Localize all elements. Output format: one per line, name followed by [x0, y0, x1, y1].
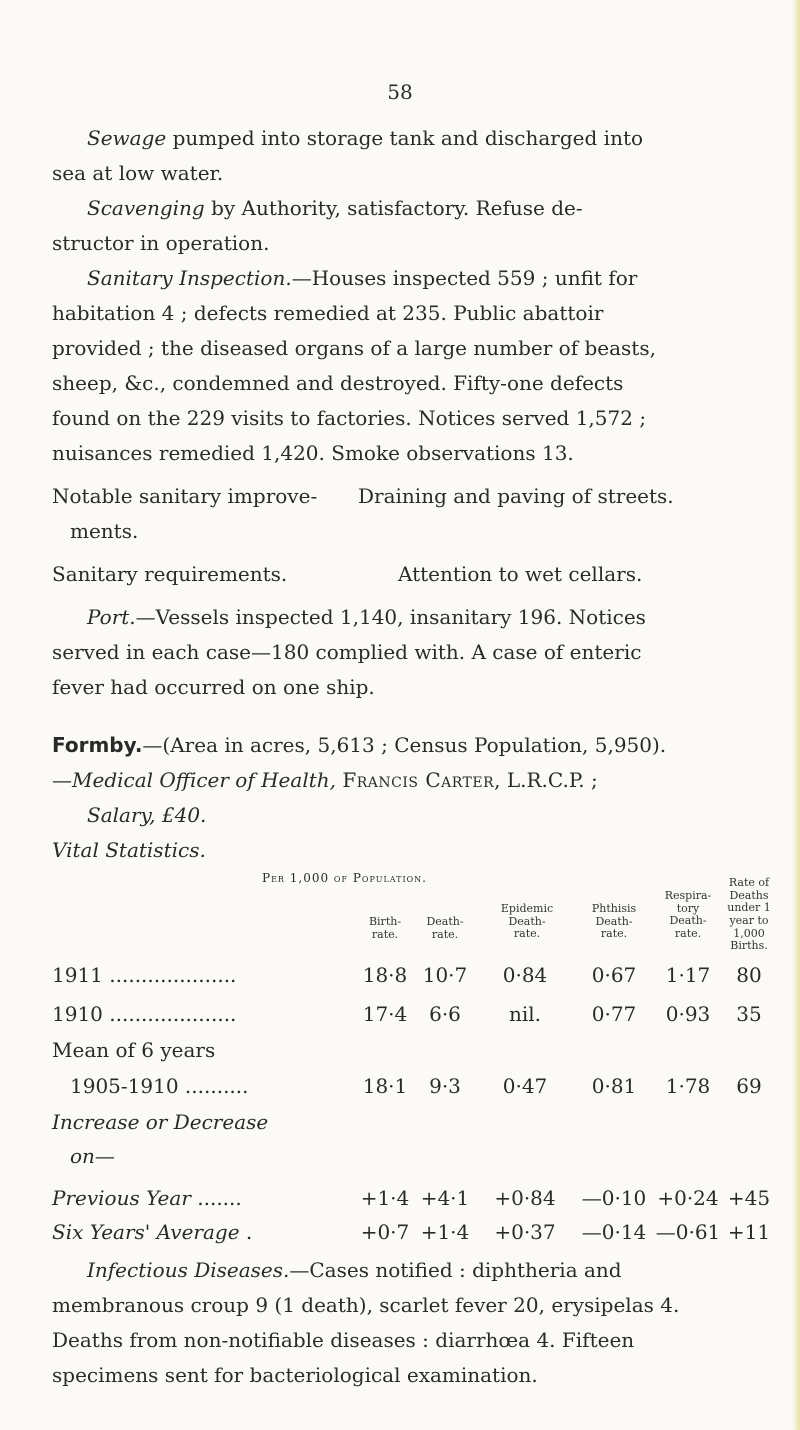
- col-header-text: rate.: [600, 927, 628, 941]
- col-header-text: Death-: [669, 914, 707, 928]
- row-period: 1905-1910: [70, 1074, 179, 1098]
- leader-dots: .: [239, 1220, 253, 1244]
- col-header-text: Births.: [730, 939, 768, 953]
- sanitary-label: Sanitary Inspection.: [87, 266, 292, 290]
- col-header-text: Death-: [508, 914, 546, 928]
- table-cell: 0·67: [591, 963, 637, 987]
- sewage-label: Sewage: [87, 126, 167, 150]
- sewage-line-1: [87, 128, 643, 148]
- col-header-text: Respira-: [664, 889, 712, 902]
- row-year: 1910: [52, 1002, 103, 1026]
- port-line-3: fever had occurred on one ship.: [52, 675, 375, 699]
- sewage-text-1: pumped into storage tank and discharged into: [166, 126, 644, 150]
- notable-label-2: ments.: [70, 519, 139, 543]
- col-header-text: under 1: [727, 901, 771, 915]
- col-header-text: Death-: [595, 914, 633, 928]
- col-header-text: tory: [676, 901, 700, 915]
- table-title: Per 1,000 of Population.: [262, 871, 427, 885]
- table-cell: 80: [736, 963, 762, 987]
- table-cell: 10·7: [422, 963, 468, 987]
- table-cell: —0·14: [581, 1220, 647, 1244]
- col-header-text: Phthisis: [591, 902, 637, 915]
- formby-qualification: , L.R.C.P. ;: [494, 768, 598, 792]
- leader-dots: ....................: [102, 963, 237, 987]
- change-heading-b: on—: [70, 1144, 115, 1168]
- scavenging-line-2: structor in operation.: [52, 231, 270, 255]
- formby-name: Formby.: [52, 733, 143, 757]
- row-year: 1911: [52, 963, 103, 987]
- col-header-text: rate.: [371, 927, 399, 941]
- port-line-2: served in each case—180 complied with. A case of enteric: [52, 640, 642, 664]
- page-edge: [792, 0, 800, 1430]
- infectious-line-3: Deaths from non-notifiable diseases : diarrhœa 4. Fifteen: [52, 1328, 635, 1352]
- col-header-text: rate.: [674, 926, 702, 940]
- table-cell: 0·84: [502, 963, 548, 987]
- sanitary-line-6: nuisances remedied 1,420. Smoke observations 13.: [52, 441, 574, 465]
- col-header-text: rate.: [513, 927, 541, 941]
- col-header-text: Birth-: [368, 915, 402, 928]
- table-cell: 17·4: [362, 1002, 408, 1026]
- table-cell: 1·78: [665, 1074, 711, 1098]
- table-cell: 18·1: [362, 1074, 408, 1098]
- sanitary-text-1: —Houses inspected 559 ; unfit for: [291, 266, 638, 290]
- row-label-mean-b: [70, 1074, 249, 1098]
- col-header-phthisis-death-rate: [574, 903, 654, 941]
- col-header-text: Deaths: [729, 888, 769, 902]
- infectious-line-1: [87, 1260, 622, 1280]
- col-header-death-rate: [415, 916, 475, 941]
- port-label: Port.: [87, 605, 136, 629]
- formby-moh-label: Medical Officer of Health,: [72, 768, 336, 792]
- table-cell: —0·10: [581, 1186, 647, 1210]
- table-cell: 0·77: [591, 1002, 637, 1026]
- table-cell: +0·24: [657, 1186, 719, 1210]
- requirements-value: Attention to wet cellars.: [398, 562, 643, 586]
- formby-line-1: [52, 735, 666, 755]
- table-cell: 6·6: [429, 1002, 461, 1026]
- row-label-1910: [52, 1002, 236, 1026]
- formby-text-1: —(Area in acres, 5,613 ; Census Population, 5,950).: [142, 733, 667, 757]
- notable-label-1: Notable sanitary improve-: [52, 484, 318, 508]
- requirements-label: Sanitary requirements.: [52, 562, 288, 586]
- infectious-line-2: membranous croup 9 (1 death), scarlet fever 20, erysipelas 4.: [52, 1293, 680, 1317]
- col-header-epidemic-death-rate: [487, 903, 567, 941]
- change-heading-a: Increase or Decrease: [52, 1110, 269, 1134]
- port-line-1: [87, 607, 646, 627]
- scavenging-label: Scavenging: [87, 196, 205, 220]
- table-cell: +1·4: [420, 1220, 470, 1244]
- page-number: 58: [387, 80, 413, 104]
- sanitary-line-3: provided ; the diseased organs of a large number of beasts,: [52, 336, 656, 360]
- sanitary-line-4: sheep, &c., condemned and destroyed. Fifty-one defects: [52, 371, 624, 395]
- col-header-text: Rate of: [728, 876, 770, 889]
- row-label-six-years: [52, 1220, 252, 1244]
- col-header-text: 1,000: [733, 926, 765, 940]
- notable-value: Draining and paving of streets.: [358, 484, 674, 508]
- table-cell: +4·1: [420, 1186, 470, 1210]
- table-cell: 0·47: [502, 1074, 548, 1098]
- leader-dots: ....................: [102, 1002, 237, 1026]
- sanitary-line-5: found on the 229 visits to factories. Notices served 1,572 ;: [52, 406, 647, 430]
- col-header-text: year to: [729, 913, 769, 927]
- formby-moh-name: Francis Carter: [342, 768, 495, 792]
- table-cell: +0·84: [494, 1186, 556, 1210]
- port-text-1: —Vessels inspected 1,140, insanitary 196. Notices: [135, 605, 646, 629]
- formby-dash: —: [52, 768, 72, 792]
- col-header-text: Epidemic: [500, 902, 554, 915]
- col-header-text: rate.: [431, 927, 459, 941]
- leader-dots: ..........: [178, 1074, 249, 1098]
- vital-heading: Vital Statistics.: [52, 838, 206, 862]
- sanitary-line-1: [87, 268, 637, 288]
- table-cell: 9·3: [429, 1074, 461, 1098]
- leader-dots: .......: [190, 1186, 242, 1210]
- infectious-text-1: —Cases notified : diphtheria and: [289, 1258, 622, 1282]
- col-header-infant-mortality: [714, 877, 784, 953]
- table-cell: 1·17: [665, 963, 711, 987]
- table-cell: —0·61: [655, 1220, 721, 1244]
- col-header-text: Death-: [426, 915, 464, 928]
- sewage-line-2: sea at low water.: [52, 161, 224, 185]
- table-cell: 0·81: [591, 1074, 637, 1098]
- row-change-label: Six Years' Average: [52, 1220, 240, 1244]
- table-cell: 35: [736, 1002, 762, 1026]
- row-label-mean-a: Mean of 6 years: [52, 1038, 216, 1062]
- formby-salary: Salary, £40.: [87, 803, 207, 827]
- row-label-1911: [52, 963, 236, 987]
- scavenging-text-1: by Authority, satisfactory. Refuse de-: [204, 196, 583, 220]
- infectious-line-4: specimens sent for bacteriological examination.: [52, 1363, 538, 1387]
- col-header-respiratory-death-rate: [653, 890, 723, 941]
- table-cell: +11: [727, 1220, 771, 1244]
- table-cell: +0·37: [494, 1220, 556, 1244]
- col-header-birth-rate: [355, 916, 415, 941]
- table-cell: +45: [727, 1186, 771, 1210]
- table-cell: nil.: [508, 1002, 542, 1026]
- sanitary-line-2: habitation 4 ; defects remedied at 235. Public abattoir: [52, 301, 604, 325]
- table-cell: 69: [736, 1074, 762, 1098]
- table-cell: +0·7: [360, 1220, 410, 1244]
- row-change-label: Previous Year: [52, 1186, 191, 1210]
- table-cell: 0·93: [665, 1002, 711, 1026]
- scavenging-line-1: [87, 198, 583, 218]
- table-cell: 18·8: [362, 963, 408, 987]
- row-label-previous-year: [52, 1186, 242, 1210]
- infectious-label: Infectious Diseases.: [87, 1258, 290, 1282]
- formby-line-2: [52, 770, 598, 790]
- table-cell: +1·4: [360, 1186, 410, 1210]
